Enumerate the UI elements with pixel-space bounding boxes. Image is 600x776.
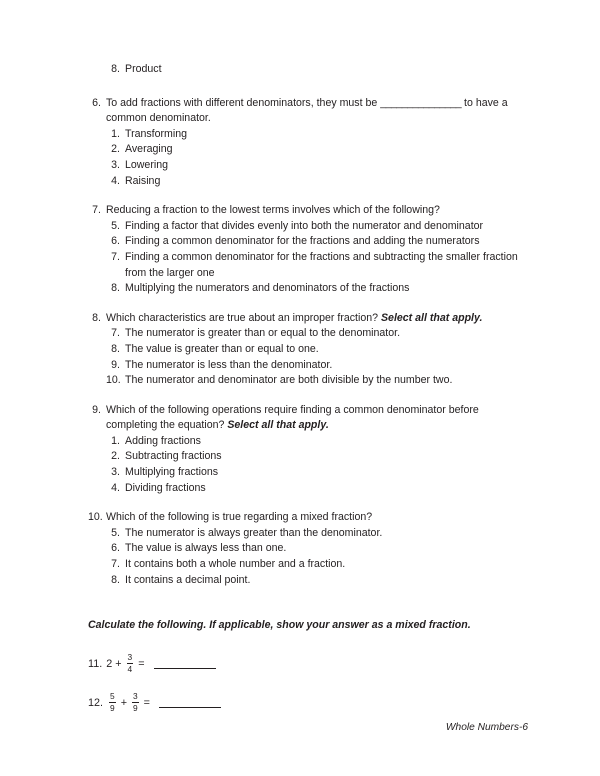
option-label: Adding fractions	[125, 434, 201, 447]
list-item	[88, 62, 528, 78]
fraction-denominator: 9	[133, 702, 138, 713]
option-label: Finding a common denominator for the fractions and adding the numerators	[125, 235, 480, 248]
option-list-9	[88, 434, 528, 496]
option-number: 6.	[111, 235, 120, 248]
question-block-9	[88, 403, 528, 497]
question-text-before-blank: To add fractions with different denominators, they must be	[106, 96, 381, 109]
calculation-problem-11	[88, 654, 528, 675]
list-item[interactable]	[88, 142, 528, 158]
option-label: Product	[125, 63, 162, 75]
question-block-7	[88, 203, 528, 297]
option-number: 4.	[111, 481, 120, 494]
option-number: 5.	[111, 526, 120, 539]
option-label: Lowering	[125, 158, 168, 171]
question-text-after-blank: to have a common denominator.	[106, 96, 508, 125]
list-item[interactable]	[88, 541, 528, 557]
option-list-7	[88, 219, 528, 297]
list-item[interactable]	[88, 465, 528, 481]
question-stem-10	[88, 510, 528, 526]
option-number: 7.	[111, 558, 120, 571]
option-number: 7.	[111, 327, 120, 340]
question-number: 6.	[92, 96, 101, 109]
problem-number: 12.	[88, 697, 104, 710]
option-list-10	[88, 526, 528, 588]
equals-sign: =	[143, 697, 150, 710]
option-number: 9.	[111, 358, 120, 371]
option-label: The numerator is greater than or equal to the denominator.	[125, 327, 401, 340]
question-stem-6	[88, 96, 528, 127]
option-number: 3.	[111, 466, 120, 479]
list-item[interactable]	[88, 373, 528, 389]
fraction-numerator: 3	[127, 652, 133, 663]
fraction-three-fourths	[127, 653, 134, 674]
option-number: 8.	[111, 282, 120, 295]
question-text-main: Which of the following operations require finding a common denominator before completing the equation?	[106, 403, 479, 432]
list-item[interactable]	[88, 234, 528, 250]
question-text	[106, 311, 528, 327]
option-label: Subtracting fractions	[125, 450, 222, 463]
question-text: Which of the following is true regarding a mixed fraction?	[106, 511, 373, 524]
fraction-five-ninths	[109, 692, 116, 713]
option-label: Dividing fractions	[125, 481, 206, 494]
option-label: Finding a common denominator for the fractions and subtracting the smaller fraction from the larger one	[125, 250, 518, 279]
list-item[interactable]	[88, 281, 528, 297]
option-number: 10.	[106, 374, 121, 387]
question-text-main: Which characteristics are true about an improper fraction?	[106, 311, 381, 324]
option-number: 1.	[111, 127, 120, 140]
fraction-three-ninths	[132, 692, 139, 713]
section-instruction: Calculate the following. If applicable, show your answer as a mixed fraction.	[88, 619, 471, 632]
question-number: 9.	[92, 403, 101, 416]
option-label: Multiplying fractions	[125, 466, 219, 479]
question-number: 8.	[92, 311, 101, 324]
equals-sign: =	[138, 658, 145, 671]
question-number: 7.	[92, 204, 101, 217]
question-stem-9	[88, 403, 528, 434]
option-number: 8.	[111, 342, 120, 355]
question-number: 10.	[88, 511, 103, 524]
answer-blank[interactable]	[154, 659, 216, 669]
option-list-6	[88, 127, 528, 189]
list-item[interactable]	[88, 174, 528, 190]
option-number: 6.	[111, 542, 120, 555]
list-item[interactable]	[88, 219, 528, 235]
list-item[interactable]	[88, 358, 528, 374]
list-item[interactable]	[88, 557, 528, 573]
question-text: Reducing a fraction to the lowest terms involves which of the following?	[106, 204, 440, 217]
list-item[interactable]	[88, 434, 528, 450]
problem-number: 11.	[88, 658, 103, 671]
list-item[interactable]	[88, 127, 528, 143]
option-label: The value is always less than one.	[125, 542, 287, 555]
option-number: 8.	[111, 63, 120, 75]
orphan-option-block	[88, 62, 528, 78]
list-item[interactable]	[88, 526, 528, 542]
option-label: The value is greater than or equal to one.	[125, 342, 319, 355]
option-label: The numerator is always greater than the denominator.	[125, 526, 383, 539]
option-label: It contains both a whole number and a fraction.	[125, 558, 346, 571]
option-number: 4.	[111, 174, 120, 187]
option-label: Finding a factor that divides evenly into both the numerator and denominator	[125, 219, 484, 232]
option-list-8	[88, 326, 528, 388]
option-number: 1.	[111, 434, 120, 447]
question-text	[106, 403, 528, 434]
whole-number: 2	[106, 658, 113, 671]
list-item[interactable]	[88, 250, 528, 281]
question-stem-7	[88, 203, 528, 219]
question-emphasis: Select all that apply.	[380, 311, 483, 324]
operator-plus: +	[120, 697, 127, 710]
option-number: 7.	[111, 250, 120, 263]
question-block-6	[88, 96, 528, 190]
list-item[interactable]	[88, 326, 528, 342]
option-label: Averaging	[125, 143, 173, 156]
list-item[interactable]	[88, 342, 528, 358]
question-block-8	[88, 311, 528, 389]
option-label: The numerator is less than the denominator.	[125, 358, 333, 371]
question-emphasis: Select all that apply.	[227, 419, 329, 432]
option-label: Raising	[125, 174, 161, 187]
list-item[interactable]	[88, 573, 528, 589]
answer-blank[interactable]	[159, 698, 221, 708]
question-text	[106, 96, 528, 127]
list-item[interactable]	[88, 449, 528, 465]
fraction-numerator: 5	[110, 691, 115, 702]
fraction-denominator: 4	[127, 663, 133, 674]
option-number: 3.	[111, 158, 120, 171]
fraction-denominator: 9	[110, 702, 115, 713]
fill-in-blank[interactable]: _______________	[380, 96, 462, 109]
calculation-problem-12	[88, 693, 528, 714]
list-item[interactable]	[88, 158, 528, 174]
question-block-10	[88, 510, 528, 588]
operator-plus: +	[115, 658, 122, 671]
option-label: Transforming	[125, 127, 188, 140]
fraction-numerator: 3	[133, 691, 138, 702]
option-number: 5.	[111, 219, 120, 232]
option-label: Multiplying the numerators and denominators of the fractions	[125, 282, 410, 295]
option-number: 2.	[111, 450, 120, 463]
option-number: 2.	[111, 143, 120, 156]
option-label: It contains a decimal point.	[125, 573, 251, 586]
page-footer: Whole Numbers-6	[445, 722, 528, 733]
option-label: The numerator and denominator are both divisible by the number two.	[125, 374, 453, 387]
question-stem-8	[88, 311, 528, 327]
list-item[interactable]	[88, 481, 528, 497]
option-number: 8.	[111, 573, 120, 586]
worksheet-content	[88, 62, 528, 732]
